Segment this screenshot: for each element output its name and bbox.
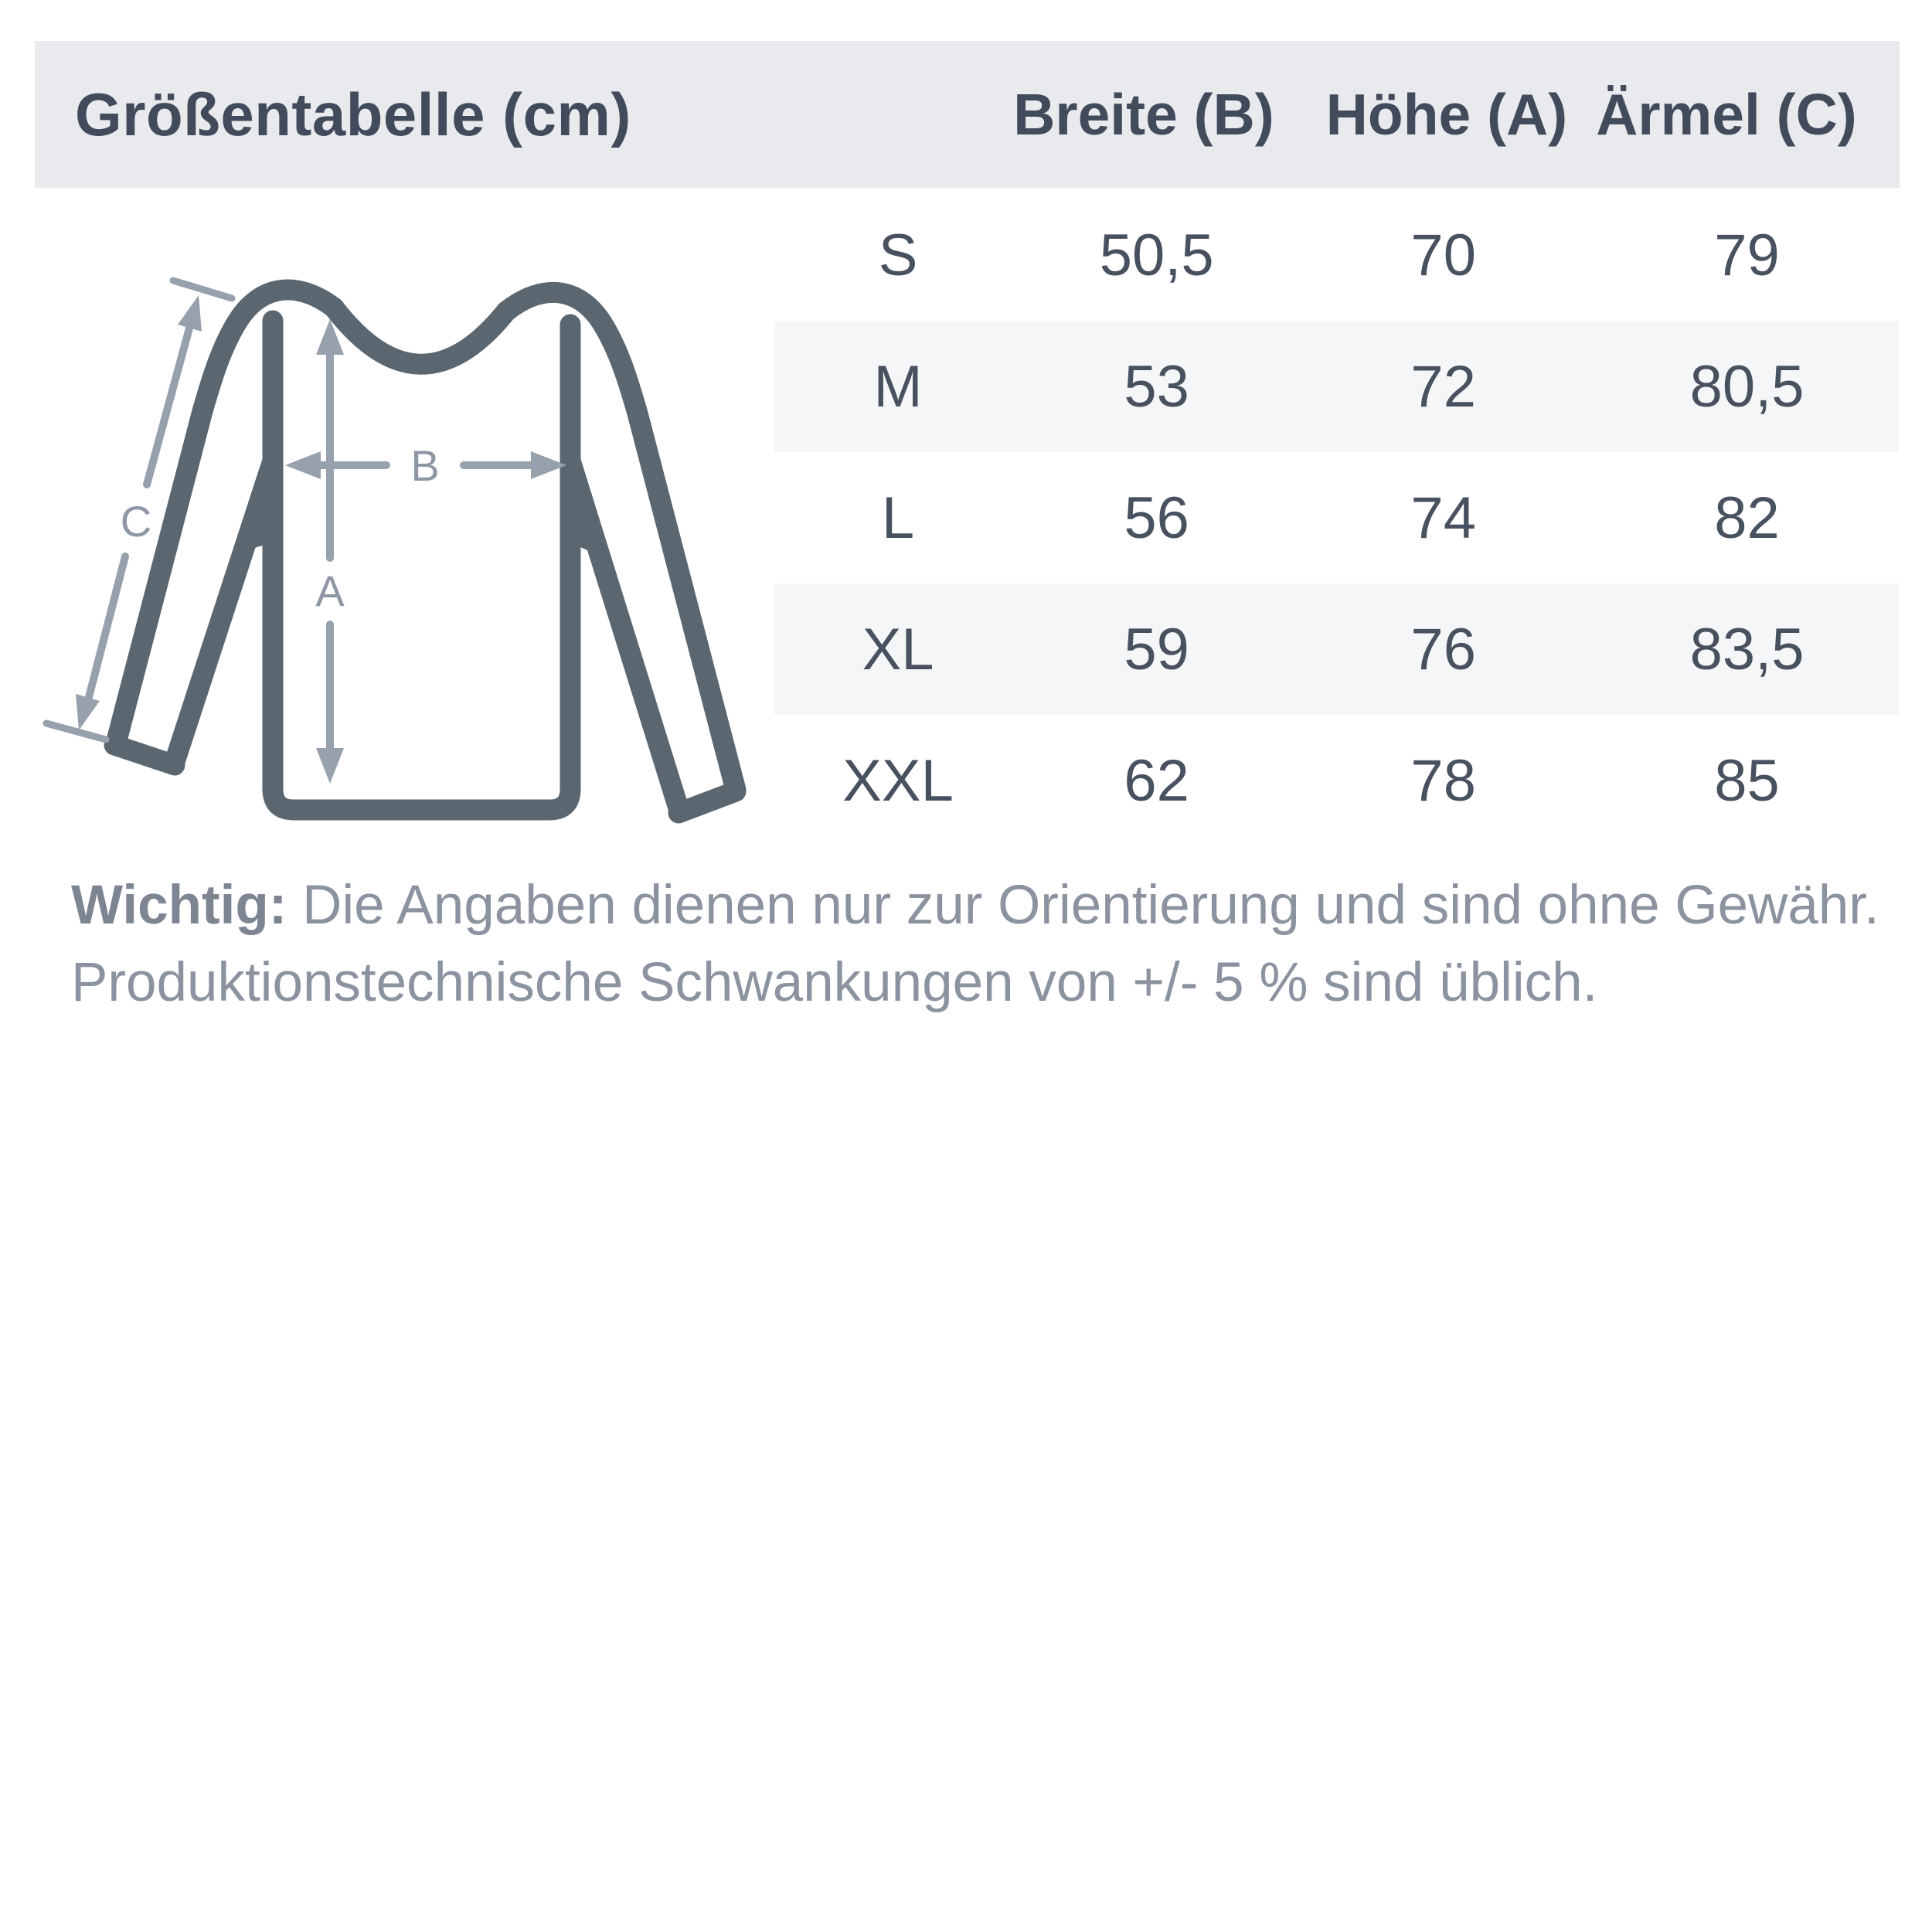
garment-outline	[114, 290, 736, 813]
arrow-down-left-icon	[76, 694, 100, 730]
disclaimer-label: Wichtig:	[71, 875, 287, 936]
size-label: XL	[862, 616, 934, 682]
table-header-bar	[35, 41, 1900, 188]
dimension-c-bottom-tick	[46, 723, 106, 740]
hoehe-value: 76	[1410, 616, 1476, 682]
aermel-value: 79	[1714, 222, 1780, 288]
hoehe-value: 74	[1410, 485, 1476, 551]
hoehe-value: 78	[1410, 747, 1476, 814]
dimension-c-label: C	[120, 497, 152, 546]
dimension-c-shaft-lower	[88, 556, 125, 700]
disclaimer-text-1: Die Angaben dienen nur zur Orientierung und sind ohne Gewähr.	[302, 875, 1879, 936]
aermel-value: 80,5	[1689, 353, 1804, 420]
breite-value: 53	[1124, 353, 1189, 420]
arrow-up-right-icon	[178, 295, 202, 332]
table-row	[774, 583, 1899, 715]
hoehe-value: 72	[1410, 353, 1476, 420]
column-header-aermel: Ärmel (C)	[1596, 82, 1857, 147]
disclaimer-line-2: Produktionstechnische Schwankungen von +/- 5 % sind üblich.	[71, 952, 1598, 1013]
dimension-c-top-tick	[173, 281, 232, 298]
size-label: XXL	[842, 747, 954, 814]
column-header-hoehe: Höhe (A)	[1325, 82, 1568, 147]
column-header-breite: Breite (B)	[1013, 82, 1274, 147]
breite-value: 56	[1124, 485, 1189, 551]
body-outline	[273, 321, 570, 810]
table-row	[774, 715, 1899, 846]
page-title: Größentabelle (cm)	[75, 80, 631, 148]
dimension-b-label: B	[410, 441, 440, 490]
breite-value: 59	[1124, 616, 1189, 682]
arrow-left-icon	[285, 451, 321, 479]
aermel-value: 83,5	[1689, 616, 1804, 682]
aermel-value: 85	[1714, 747, 1780, 814]
right-sleeve-outer	[506, 292, 736, 790]
table-row	[774, 189, 1899, 321]
disclaimer-line-1	[71, 867, 1895, 944]
dimension-a	[315, 319, 345, 784]
size-label: L	[881, 485, 915, 551]
aermel-value: 82	[1714, 485, 1780, 551]
collar	[334, 308, 506, 364]
size-table	[774, 189, 1899, 846]
breite-value: 50,5	[1099, 222, 1214, 288]
breite-value: 62	[1124, 747, 1189, 814]
arrow-down-icon	[316, 748, 344, 784]
hoehe-value: 70	[1410, 222, 1476, 288]
dimension-a-label: A	[315, 566, 345, 615]
disclaimer-note	[71, 867, 1895, 1022]
size-label: M	[873, 353, 923, 420]
size-label: S	[878, 222, 918, 288]
table-row	[774, 452, 1899, 583]
sweater-diagram-svg	[31, 193, 788, 858]
table-row	[774, 321, 1899, 452]
sweater-measurement-diagram	[31, 193, 788, 858]
